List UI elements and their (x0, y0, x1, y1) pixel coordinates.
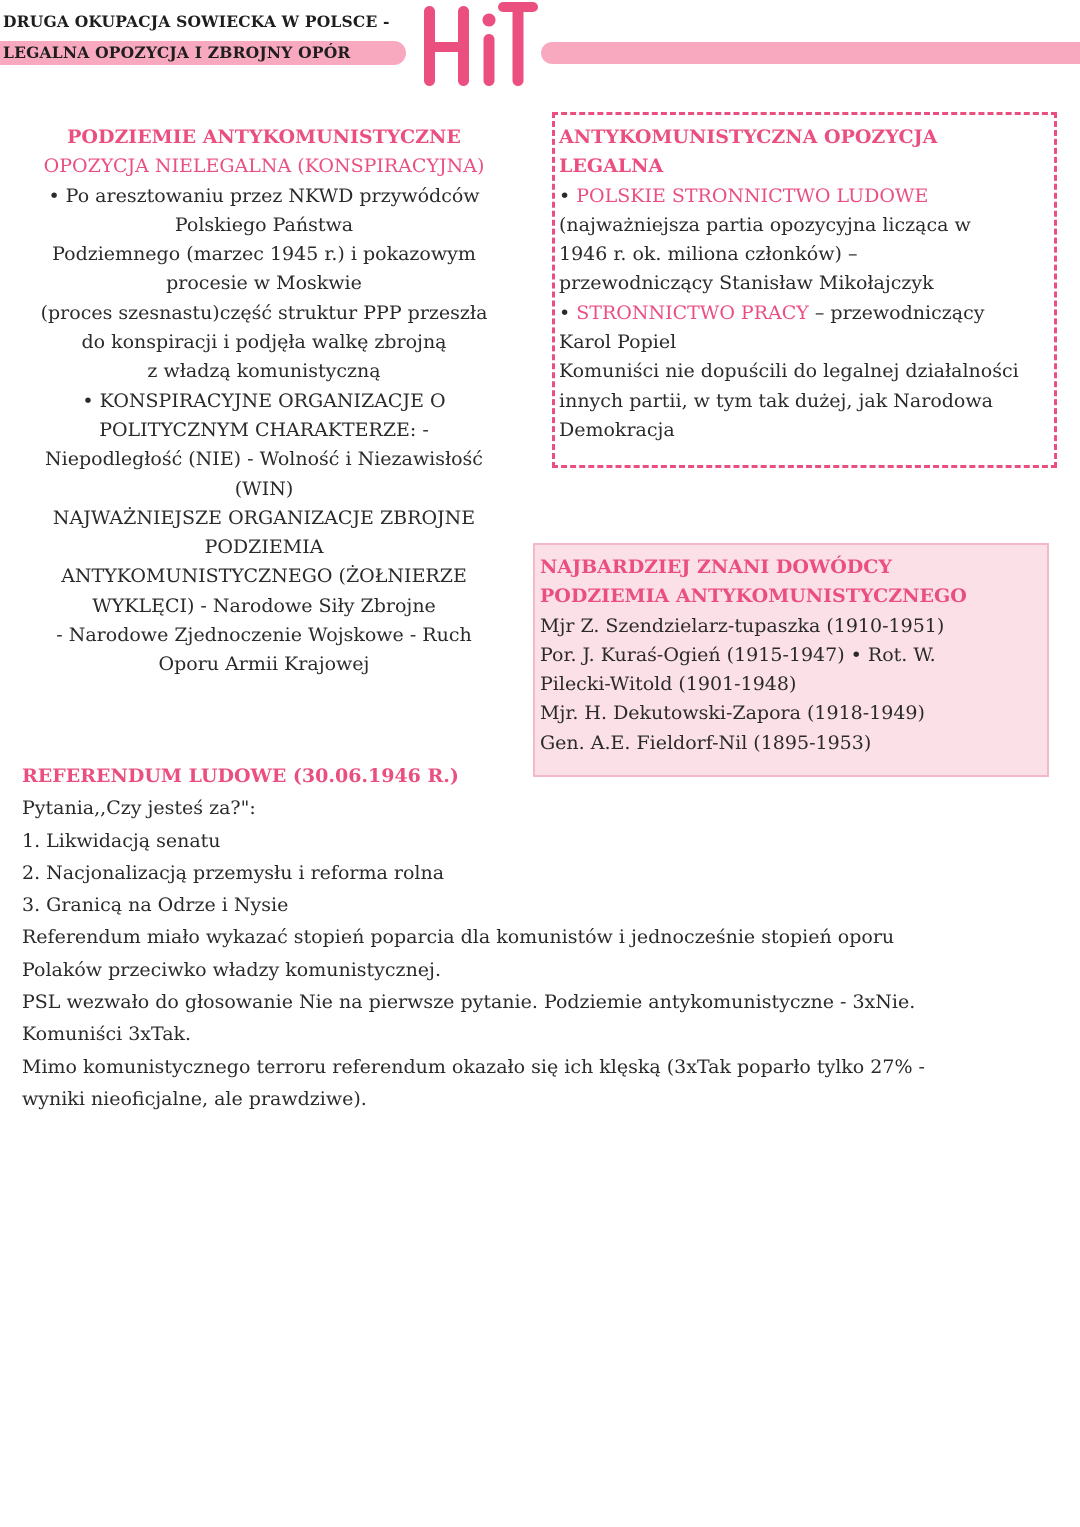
commanders-section (540, 553, 1045, 758)
text-line: PSL wezwało do głosowanie Nie na pierwsze pytanie. Podziemie antykomunistyczne - 3xNie. (22, 991, 916, 1014)
text-line: przewodniczący Stanisław Mikołajczyk (559, 272, 934, 295)
section-heading: REFERENDUM LUDOWE (30.06.1946 R.) (22, 765, 459, 787)
text-line: POLITYCZNYM CHARAKTERZE: - (99, 418, 429, 441)
text-line: ANTYKOMUNISTYCZNEGO (ŻOŁNIERZE (61, 565, 467, 588)
text-line: Demokracja (559, 418, 675, 441)
text-line: Polskiego Państwa (174, 213, 354, 236)
text-line: (proces szesnastu)część struktur PPP przeszła (40, 301, 488, 324)
header-bar-right (541, 42, 1080, 64)
commander-line: Gen. A.E. Fieldorf-Nil (1895-1953) (540, 731, 872, 754)
text-line: 2. Nacjonalizacją przemysłu i reforma rolna (22, 861, 445, 884)
text-line: 3. Granicą na Odrze i Nysie (22, 894, 289, 917)
commander-line: Mjr Z. Szendzielarz-tupaszka (1910-1951) (540, 614, 945, 637)
hit-logo (422, 0, 540, 92)
text-line: wyniki nieoficjalne, ale prawdziwe). (22, 1087, 367, 1110)
text-line: do konspiracji i podjęła walkę zbrojną (81, 331, 447, 354)
text-line: Referendum miało wykazać stopień poparcia dla komunistów i jednocześnie stopień oporu (22, 926, 895, 949)
section-heading: NAJBARDZIEJ ZNANI DOWÓDCY (540, 556, 892, 578)
illegal-opposition-section (14, 123, 514, 680)
text-line: • KONSPIRACYJNE ORGANIZACJE O (82, 389, 446, 412)
text-line: Komuniści nie dopuścili do legalnej działalności (559, 360, 1019, 383)
section-heading: ANTYKOMUNISTYCZNA OPOZYCJA (559, 126, 938, 148)
text-line: z władzą komunistyczną (147, 360, 381, 383)
commander-line: Mjr. H. Dekutowski-Zapora (1918-1949) (540, 702, 925, 725)
text-line: Polaków przeciwko władzy komunistycznej. (22, 958, 441, 981)
party-name-psl: POLSKIE STRONNICTWO LUDOWE (576, 184, 929, 207)
text-line: Karol Popiel (559, 331, 677, 354)
referendum-section (22, 760, 1062, 1115)
text-line: PODZIEMIA (204, 536, 324, 559)
text-line: Mimo komunistycznego terroru referendum okazało się ich klęską (3xTak poparło tylko 27% - (22, 1055, 925, 1078)
section-subheading: OPOZYCJA NIELEGALNA (KONSPIRACYJNA) (43, 155, 485, 178)
bullet: • (559, 301, 577, 324)
text-line: 1946 r. ok. miliona członków) – (559, 243, 858, 266)
text-line: Niepodległość (NIE) - Wolność i Niezawisłość (45, 448, 483, 471)
text-line: (najważniejsza partia opozycyjna licząca w (559, 213, 971, 236)
section-heading: LEGALNA (559, 155, 664, 178)
section-heading: PODZIEMIE ANTYKOMUNISTYCZNE (67, 126, 461, 148)
commander-line: Pilecki-Witold (1901-1948) (540, 673, 797, 696)
text-line: • Po aresztowaniu przez NKWD przywódców (48, 184, 480, 207)
legal-opposition-section (559, 123, 1059, 445)
sp-line (559, 299, 1059, 328)
psl-line (559, 182, 1059, 211)
text-line: Komuniści 3xTak. (22, 1023, 192, 1046)
commander-line: Por. J. Kuraś-Ogień (1915-1947) • Rot. W. (540, 643, 936, 666)
title-line-2: LEGALNA OPOZYCJA I ZBROJNY OPÓR (3, 43, 351, 62)
bullet: • (559, 184, 577, 207)
text-line: Pytania,,Czy jesteś za?": (22, 797, 256, 820)
section-heading: PODZIEMIA ANTYKOMUNISTYCZNEGO (540, 585, 967, 608)
text-line: - Narodowe Zjednoczenie Wojskowe - Ruch (56, 624, 472, 647)
text-line: 1. Likwidacją senatu (22, 829, 221, 852)
text-line: Podziemnego (marzec 1945 r.) i pokazowym (52, 243, 476, 266)
party-name-sp: STRONNICTWO PRACY (576, 301, 809, 324)
title-line-1: DRUGA OKUPACJA SOWIECKA W POLSCE - (3, 12, 390, 31)
text-line: procesie w Moskwie (166, 272, 362, 295)
text-line: innych partii, w tym tak dużej, jak Narodowa (559, 389, 993, 412)
text-line: WYKLĘCI) - Narodowe Siły Zbrojne (92, 594, 436, 617)
text-line: Oporu Armii Krajowej (158, 653, 370, 676)
text-span: – przewodniczący (808, 301, 985, 324)
title-line-2-bar (0, 41, 406, 65)
text-line: NAJWAŻNIEJSZE ORGANIZACJE ZBROJNE (52, 506, 476, 529)
text-line: (WIN) (234, 477, 294, 500)
